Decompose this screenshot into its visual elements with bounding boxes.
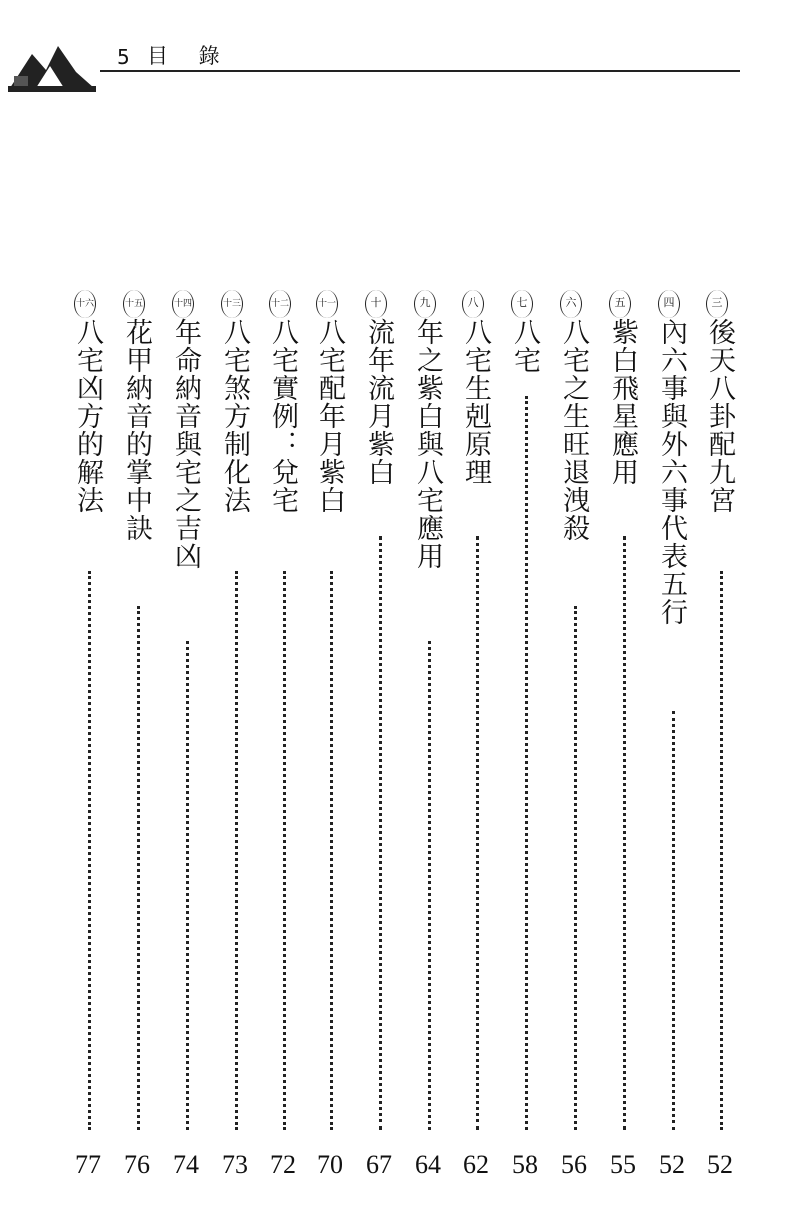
leader-dots [476,536,479,1130]
entry-title: 內六事與外六事代表五行 [656,318,687,626]
entry-title: 八宅 [509,318,540,374]
entry-title: 流年流月紫白 [363,318,394,486]
entry-page-number: 52 [659,1150,685,1179]
entry-number: 四 [663,296,675,309]
entry-title: 八宅凶方的解法 [72,318,103,514]
entry-title: 八宅配年月紫白 [314,318,345,514]
entry-page-number: 73 [222,1150,248,1179]
entry-number: 九 [419,296,431,309]
entry-page-number: 58 [512,1150,538,1179]
entry-title: 八宅生剋原理 [460,318,491,486]
entry-number: 十三 [222,299,241,309]
entry-title: 後天八卦配九宮 [704,318,735,514]
entry-number: 十 [370,296,382,309]
toc-entry[interactable] [560,290,594,1205]
entry-page-number: 56 [561,1150,587,1179]
leader-dots [525,396,528,1130]
entry-number: 五 [614,296,626,309]
toc-entry[interactable] [706,290,740,1205]
entry-title: 八宅煞方制化法 [219,318,250,514]
leader-dots [720,571,723,1130]
toc-entry[interactable] [123,290,157,1205]
entry-number: 十五 [124,299,143,309]
toc-entry[interactable] [365,290,399,1205]
entry-number: 七 [516,296,528,309]
header-title: 目 錄 [147,44,232,68]
toc-entry[interactable] [221,290,255,1205]
leader-dots [88,571,91,1130]
entry-number: 六 [565,296,577,309]
leader-dots [330,571,333,1130]
leader-dots [283,571,286,1130]
toc-entry[interactable] [658,290,692,1205]
leader-dots [428,641,431,1130]
header-page-number: 5 [117,45,130,69]
entry-page-number: 74 [173,1150,199,1179]
entry-number: 十二 [270,299,289,309]
leader-dots [186,641,189,1130]
entry-number: 十六 [75,299,94,309]
entry-page-number: 67 [366,1150,392,1179]
entry-page-number: 76 [124,1150,150,1179]
entry-title: 花甲納音的掌中訣 [121,318,152,542]
entry-title: 八宅實例：兌宅 [267,318,298,514]
entry-number: 十一 [317,299,336,309]
entry-page-number: 72 [270,1150,296,1179]
entry-title: 紫白飛星應用 [607,318,638,486]
toc-entry[interactable] [269,290,303,1205]
toc-entry[interactable] [462,290,496,1205]
entry-title: 八宅之生旺退洩殺 [558,318,589,542]
entry-title: 年之紫白與八宅應用 [412,318,443,570]
leader-dots [137,606,140,1130]
leader-dots [379,536,382,1130]
toc-entry[interactable] [414,290,448,1205]
entry-page-number: 70 [317,1150,343,1179]
entry-title: 年命納音與宅之吉凶 [170,318,201,570]
entry-number: 十四 [173,299,192,309]
entry-page-number: 64 [415,1150,441,1179]
toc-entry[interactable] [172,290,206,1205]
leader-dots [623,536,626,1130]
entry-page-number: 77 [75,1150,101,1179]
toc-entry[interactable] [511,290,545,1205]
entry-page-number: 55 [610,1150,636,1179]
leader-dots [574,606,577,1130]
entry-page-number: 62 [463,1150,489,1179]
leader-dots [235,571,238,1130]
toc-entry[interactable] [74,290,108,1205]
toc-entry[interactable] [316,290,350,1205]
entry-number: 八 [467,296,479,309]
entry-number: 三 [711,296,723,309]
toc-entry[interactable] [609,290,643,1205]
entry-page-number: 52 [707,1150,733,1179]
leader-dots [672,711,675,1130]
